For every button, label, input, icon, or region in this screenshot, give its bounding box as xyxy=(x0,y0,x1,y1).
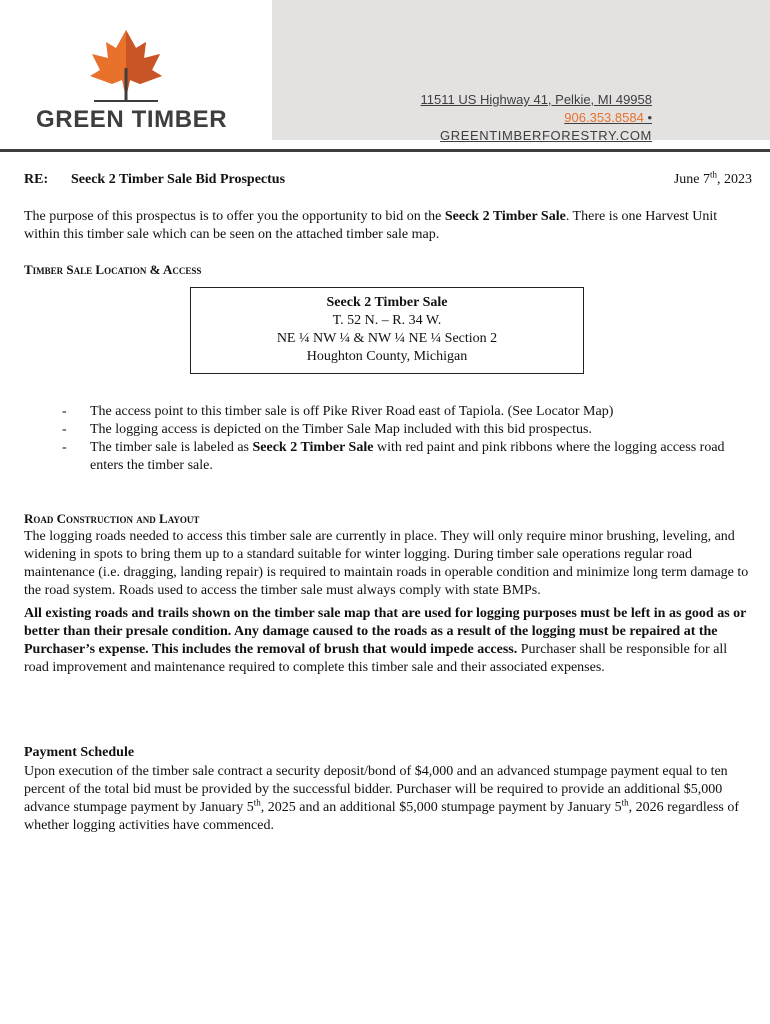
company-address: 11511 US Highway 41, Pelkie, MI 49958 xyxy=(420,92,652,107)
logo-wordmark: GREEN TIMBER xyxy=(36,106,228,133)
box-township: T. 52 N. – R. 34 W. xyxy=(332,313,442,328)
road-paragraph-2: All existing roads and trails shown on the timber sale map that are used for logging purposes must be left in as good as or better than their presale condition. Any damage caused to the roads as a result of the logging must be repaired at the Purchaser’s expense. This includes the removal of brush that would impede access. Purchaser shall be responsible for all road improvement and maintenance required to complete this timber sale and their associated expenses. xyxy=(24,606,747,675)
sale-location-box xyxy=(190,287,584,374)
road-heading: Road Construction and Layout xyxy=(24,511,200,526)
access-list xyxy=(62,403,752,475)
location-heading: Timber Sale Location & Access xyxy=(24,262,202,277)
company-logo xyxy=(36,28,228,140)
box-sale-name: Seeck 2 Timber Sale xyxy=(326,295,448,310)
maple-leaf-icon xyxy=(86,28,166,104)
box-section: NE ¼ NW ¼ & NW ¼ NE ¼ Section 2 xyxy=(276,331,498,346)
re-title: Seeck 2 Timber Sale Bid Prospectus xyxy=(71,172,286,187)
box-county: Houghton County, Michigan xyxy=(306,349,468,364)
memo-date: June 7th, 2023 xyxy=(673,169,752,187)
road-paragraph-1: The logging roads needed to access this timber sale are currently in place. They will only require minor brushing, leveling, and widening in spots to bring them up to a standard suitable for winter logging. During timber sale operations regular road maintenance (i.e. dragging, landing repair) is required to maintain roads in operable condition and minimize long term damage to the road system. Roads used to access the timber sale must always comply with state BMPs. xyxy=(24,529,749,598)
re-label: RE: xyxy=(24,172,49,187)
phone-separator: • xyxy=(647,110,652,125)
header-divider xyxy=(0,149,770,152)
list-item: - The logging access is depicted on the Timber Sale Map included with this bid prospectus. xyxy=(62,422,592,437)
company-phone[interactable]: 906.353.8584 xyxy=(564,110,644,125)
company-website[interactable]: GREENTIMBERFORESTRY.COM xyxy=(440,128,652,143)
intro-paragraph: The purpose of this prospectus is to offer you the opportunity to bid on the Seeck 2 Timber Sale. There is one Harvest Unit within this timber sale which can be seen on the attached timber sale map. xyxy=(24,209,718,242)
company-contact xyxy=(421,91,653,145)
payment-heading: Payment Schedule xyxy=(24,745,135,760)
list-item: - The access point to this timber sale is off Pike River Road east of Tapiola. (See Locator Map) xyxy=(62,404,614,419)
payment-paragraph: Upon execution of the timber sale contract a security deposit/bond of $4,000 and an advanced stumpage payment equal to ten percent of the total bid must be provided by the successful bidder. Purchaser will be required to provide an additional $5,000 advance stumpage payment by January 5th, 2025 and an additional $5,000 stumpage payment by January 5th, 2026 regardless of whether logging activities have commenced. xyxy=(24,764,740,833)
list-item: - The timber sale is labeled as Seeck 2 Timber Sale with red paint and pink ribbons where the logging access road enters the timber sale. xyxy=(62,440,725,473)
